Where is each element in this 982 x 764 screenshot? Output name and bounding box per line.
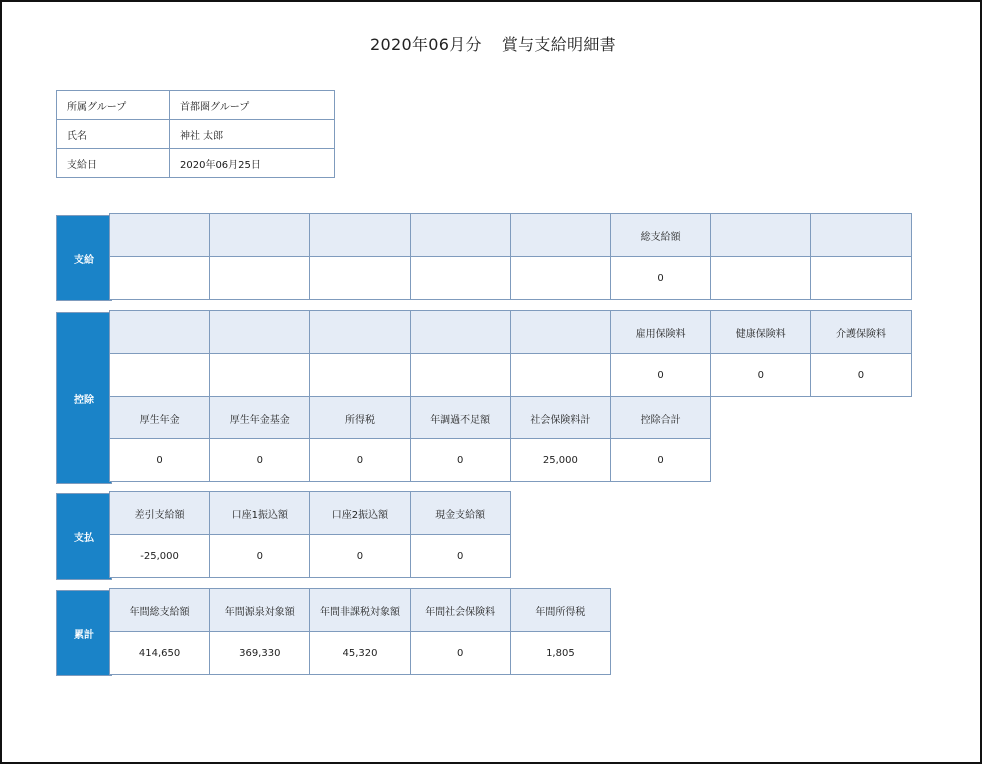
shikyu-value-cell-4 <box>510 256 611 300</box>
kojo-value1-cell-4 <box>510 353 611 397</box>
section-label-ruikei: 累計 <box>56 590 112 676</box>
section-label-shiharai: 支払 <box>56 493 112 580</box>
kojo-header2-cell-2: 所得税 <box>309 396 410 440</box>
shiharai-header-cell-1: 口座1振込額 <box>209 491 310 535</box>
shikyu-value-cell-0 <box>109 256 210 300</box>
info-label-group: 所属グループ <box>57 91 170 120</box>
shikyu-header-cell-2 <box>309 213 410 257</box>
kojo-header2-cell-3: 年調過不足額 <box>410 396 511 440</box>
shikyu-header-cell-5: 総支給額 <box>610 213 711 257</box>
kojo-value1-cell-3 <box>410 353 511 397</box>
ruikei-value-cell-3: 0 <box>410 631 511 675</box>
kojo-value1-cell-1 <box>209 353 310 397</box>
shikyu-header-cell-4 <box>510 213 611 257</box>
kojo-header1-cell-1 <box>209 310 310 354</box>
kojo-value2-cell-2: 0 <box>309 438 410 482</box>
shikyu-value-cell-7 <box>810 256 911 300</box>
kojo-value1-cell-0 <box>109 353 210 397</box>
ruikei-value-cell-2: 45,320 <box>309 631 410 675</box>
shikyu-header-cell-1 <box>209 213 310 257</box>
kojo-header1-cell-3 <box>410 310 511 354</box>
ruikei-header-cell-2: 年間非課税対象額 <box>309 588 410 632</box>
kojo-header1-cell-7: 介護保険料 <box>810 310 911 354</box>
shikyu-header-cell-6 <box>710 213 811 257</box>
ruikei-value-cell-0: 414,650 <box>109 631 210 675</box>
kojo-header2-cell-5: 控除合計 <box>610 396 711 440</box>
shikyu-value-cell-5: 0 <box>610 256 711 300</box>
kojo-value1-cell-5: 0 <box>610 353 711 397</box>
kojo-header1-cell-6: 健康保険料 <box>710 310 811 354</box>
ruikei-header-cell-0: 年間総支給額 <box>109 588 210 632</box>
shikyu-header-cell-7 <box>810 213 911 257</box>
kojo-value2-cell-5: 0 <box>610 438 711 482</box>
kojo-header1-cell-5: 雇用保険料 <box>610 310 711 354</box>
info-label-paydate: 支給日 <box>57 149 170 178</box>
shiharai-value-cell-0: -25,000 <box>109 534 210 578</box>
shikyu-value-cell-1 <box>209 256 310 300</box>
kojo-value1-cell-6: 0 <box>710 353 811 397</box>
shikyu-header-cell-3 <box>410 213 511 257</box>
shikyu-value-cell-3 <box>410 256 511 300</box>
ruikei-value-cell-4: 1,805 <box>510 631 611 675</box>
ruikei-header-cell-4: 年間所得税 <box>510 588 611 632</box>
kojo-header2-cell-1: 厚生年金基金 <box>209 396 310 440</box>
shiharai-value-cell-1: 0 <box>209 534 310 578</box>
page-title <box>2 32 982 55</box>
shikyu-header-cell-0 <box>109 213 210 257</box>
info-value-group: 首都圏グループ <box>170 91 335 120</box>
section-label-kojo: 控除 <box>56 312 112 484</box>
ruikei-header-cell-1: 年間源泉対象額 <box>209 588 310 632</box>
kojo-value2-cell-1: 0 <box>209 438 310 482</box>
kojo-value1-cell-2 <box>309 353 410 397</box>
kojo-header2-cell-4: 社会保険料計 <box>510 396 611 440</box>
shiharai-header-cell-2: 口座2振込額 <box>309 491 410 535</box>
employee-info-table <box>56 90 335 178</box>
shiharai-header-cell-0: 差引支給額 <box>109 491 210 535</box>
kojo-value2-cell-3: 0 <box>410 438 511 482</box>
kojo-header1-cell-2 <box>309 310 410 354</box>
ruikei-header-cell-3: 年間社会保険料 <box>410 588 511 632</box>
info-value-paydate: 2020年06月25日 <box>170 149 335 178</box>
title-period: 2020年06月分 <box>370 35 482 54</box>
info-label-name: 氏名 <box>57 120 170 149</box>
shiharai-value-cell-2: 0 <box>309 534 410 578</box>
ruikei-value-cell-1: 369,330 <box>209 631 310 675</box>
shiharai-header-cell-3: 現金支給額 <box>410 491 511 535</box>
info-row-group <box>57 91 335 120</box>
kojo-value1-cell-7: 0 <box>810 353 911 397</box>
kojo-header1-cell-4 <box>510 310 611 354</box>
shikyu-value-cell-2 <box>309 256 410 300</box>
kojo-value2-cell-0: 0 <box>109 438 210 482</box>
section-label-shikyu: 支給 <box>56 215 112 301</box>
kojo-value2-cell-4: 25,000 <box>510 438 611 482</box>
kojo-header1-cell-0 <box>109 310 210 354</box>
title-name: 賞与支給明細書 <box>501 35 616 54</box>
kojo-header2-cell-0: 厚生年金 <box>109 396 210 440</box>
info-value-name: 神社 太郎 <box>170 120 335 149</box>
shiharai-value-cell-3: 0 <box>410 534 511 578</box>
info-row-paydate <box>57 149 335 178</box>
shikyu-value-cell-6 <box>710 256 811 300</box>
info-row-name <box>57 120 335 149</box>
